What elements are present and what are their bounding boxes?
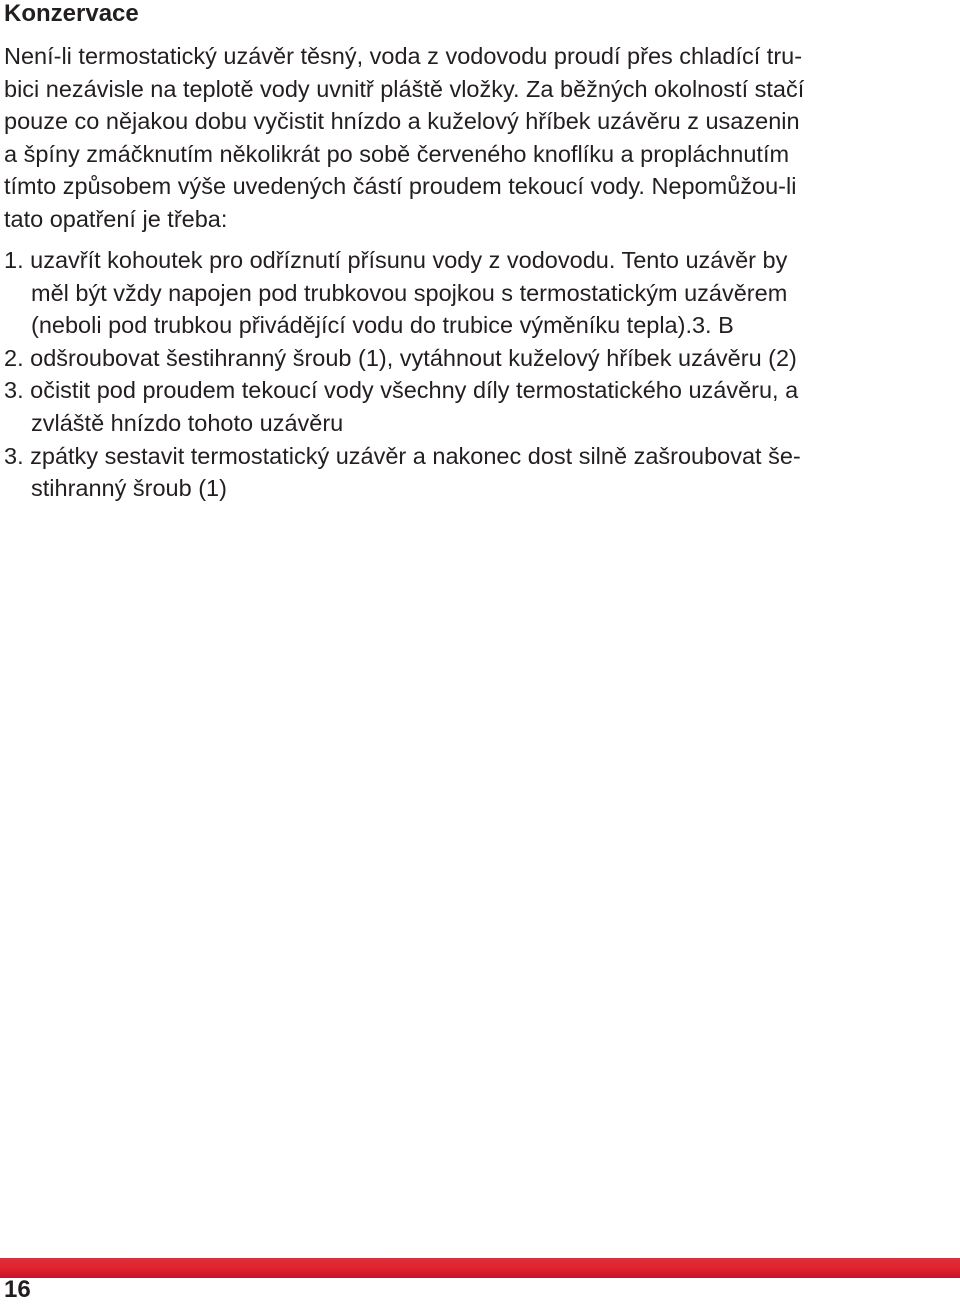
intro-paragraph — [4, 40, 860, 236]
intro-line: a špíny zmáčknutím několikrát po sobě červeného knoflíku a propláchnutím — [4, 140, 790, 167]
step-line: 2. odšroubovat šestihranný šroub (1), vytáhnout kuželový hříbek uzávěru (2) — [4, 344, 797, 371]
intro-line: Není-li termostatický uzávěr těsný, voda z vodovodu proudí přes chladící tru- — [4, 43, 803, 69]
section-heading: Konzervace — [4, 0, 139, 27]
intro-line: tímto způsobem výše uvedených částí proudem tekoucí vody. Nepomůžou-li — [4, 173, 797, 200]
step-line: měl být vždy napojen pod trubkovou spojkou s termostatickým uzávěrem — [31, 279, 788, 306]
list-item — [4, 342, 860, 375]
list-item — [4, 440, 860, 505]
page-number: 16 — [4, 1276, 31, 1303]
footer-color-bar — [0, 1258, 960, 1278]
list-item — [4, 244, 860, 342]
step-line: zvláště hnízdo tohoto uzávěru — [31, 409, 344, 436]
intro-line: pouze co nějakou dobu vyčistit hnízdo a kuželový hříbek uzávěru z usazenin — [4, 108, 800, 135]
step-line: 1. uzavřít kohoutek pro odříznutí přísunu vody z vodovodu. Tento uzávěr by — [4, 247, 788, 273]
list-item — [4, 374, 860, 439]
steps-list — [4, 244, 860, 505]
step-line: (neboli pod trubkou přivádějící vodu do trubice výměníku tepla).3. B — [31, 312, 734, 339]
intro-line: tato opatření je třeba: — [4, 205, 228, 232]
step-line: 3. zpátky sestavit termostatický uzávěr a nakonec dost silně zašroubovat še- — [4, 442, 801, 469]
intro-line: bici nezávisle na teplotě vody uvnitř pláště vložky. Za běžných okolností stačí — [4, 75, 805, 102]
step-line: 3. očistit pod proudem tekoucí vody všechny díly termostatického uzávěru, a — [4, 377, 799, 404]
step-line: stihranný šroub (1) — [31, 475, 227, 502]
